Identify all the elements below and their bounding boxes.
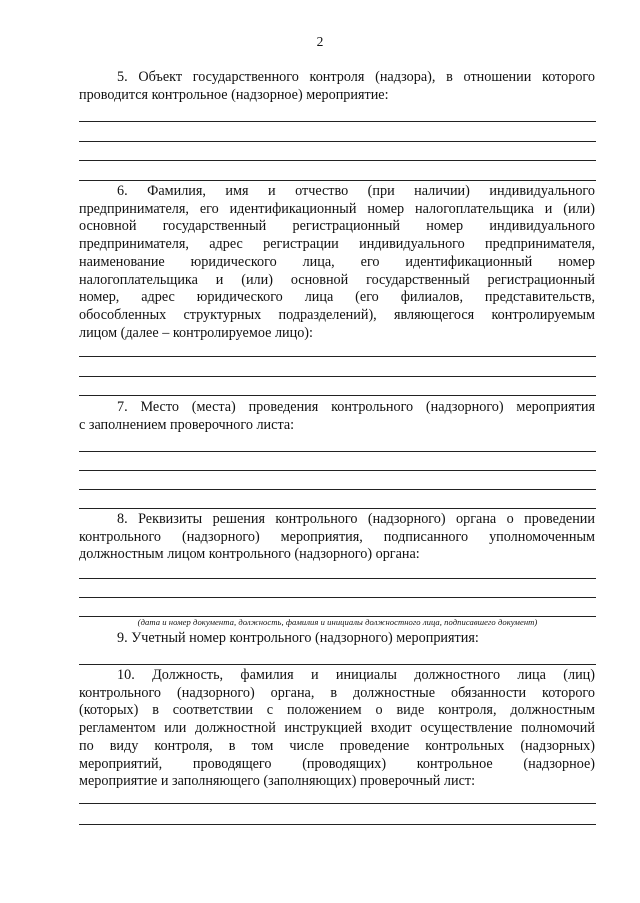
text-line: обособленных структурных подразделений), являющегося контролируемым: [79, 306, 595, 323]
fill-line: [79, 664, 596, 665]
caption-note: (дата и номер документа, должность, фамилия и инициалы должностного лица, подписавшего документ): [137, 617, 538, 627]
text-line: с заполнением проверочного листа:: [79, 416, 295, 433]
fill-line: [79, 508, 596, 509]
text-line: 9. Учетный номер контрольного (надзорного) мероприятия:: [117, 630, 479, 646]
fill-line: [79, 356, 596, 357]
section-9-paragraph: [79, 630, 595, 648]
fill-line: [79, 451, 596, 452]
fill-line: [79, 824, 596, 825]
text-line: 10. Должность, фамилия и инициалы должностного лица (лиц): [117, 667, 595, 683]
text-line: 8. Реквизиты решения контрольного (надзорного) органа о проведении: [117, 511, 595, 527]
text-line: налогоплательщика и (или) основной государственный регистрационный: [79, 271, 595, 288]
text-line: 6. Фамилия, имя и отчество (при наличии) индивидуального: [117, 183, 595, 199]
text-line: мероприятие и заполняющего (заполняющих) проверочный лист:: [79, 773, 476, 790]
fill-line: [79, 597, 596, 598]
fill-line: [79, 160, 596, 161]
section-8-paragraph: [79, 511, 595, 564]
fill-line: [79, 180, 596, 181]
section-10-paragraph: [79, 667, 595, 791]
fill-line: [79, 121, 596, 122]
fill-line: [79, 395, 596, 396]
section-7-paragraph: [79, 399, 595, 434]
text-line: основной государственный регистрационный номер индивидуального: [79, 218, 595, 235]
fill-line: [79, 470, 596, 471]
section-6-paragraph: [79, 183, 595, 342]
text-line: номер, адрес юридического лица (его филиалов, представительств,: [79, 289, 595, 306]
fill-line: [79, 376, 596, 377]
text-line: должностным лицом контрольного (надзорного) органа:: [79, 546, 420, 563]
fill-line: [79, 803, 596, 804]
text-line: мероприятий, проводящего (проводящих) контрольное (надзорное): [79, 755, 595, 772]
text-line: наименование юридического лица, его идентификационный номер: [79, 253, 595, 270]
fill-line: [79, 141, 596, 142]
text-line: 5. Объект государственного контроля (надзора), в отношении которого: [117, 69, 595, 85]
fill-line: [79, 489, 596, 490]
text-line: регламентом или должностной инструкцией входит осуществление полномочий: [79, 720, 595, 737]
text-line: предпринимателя, адрес регистрации индивидуального предпринимателя,: [79, 236, 595, 253]
text-line: (которых) в соответствии с положением о виде контроля, должностным: [79, 702, 595, 719]
fill-line: [79, 578, 596, 579]
text-line: лицом (далее – контролируемое лицо):: [79, 324, 313, 341]
text-line: 7. Место (места) проведения контрольного (надзорного) мероприятия: [117, 399, 595, 415]
text-line: по виду контроля, в том числе проведение контрольных (надзорных): [79, 737, 595, 754]
section-5-paragraph: [79, 69, 595, 104]
text-line: проводится контрольное (надзорное) мероприятие:: [79, 86, 389, 103]
text-line: контрольного (надзорного) мероприятия, подписанного уполномоченным: [79, 528, 595, 545]
page-number: 2: [316, 34, 324, 49]
text-line: предпринимателя, его идентификационный номер налогоплательщика и (или): [79, 200, 595, 217]
text-line: контрольного (надзорного) органа, в должностные обязанности которого: [79, 684, 595, 701]
